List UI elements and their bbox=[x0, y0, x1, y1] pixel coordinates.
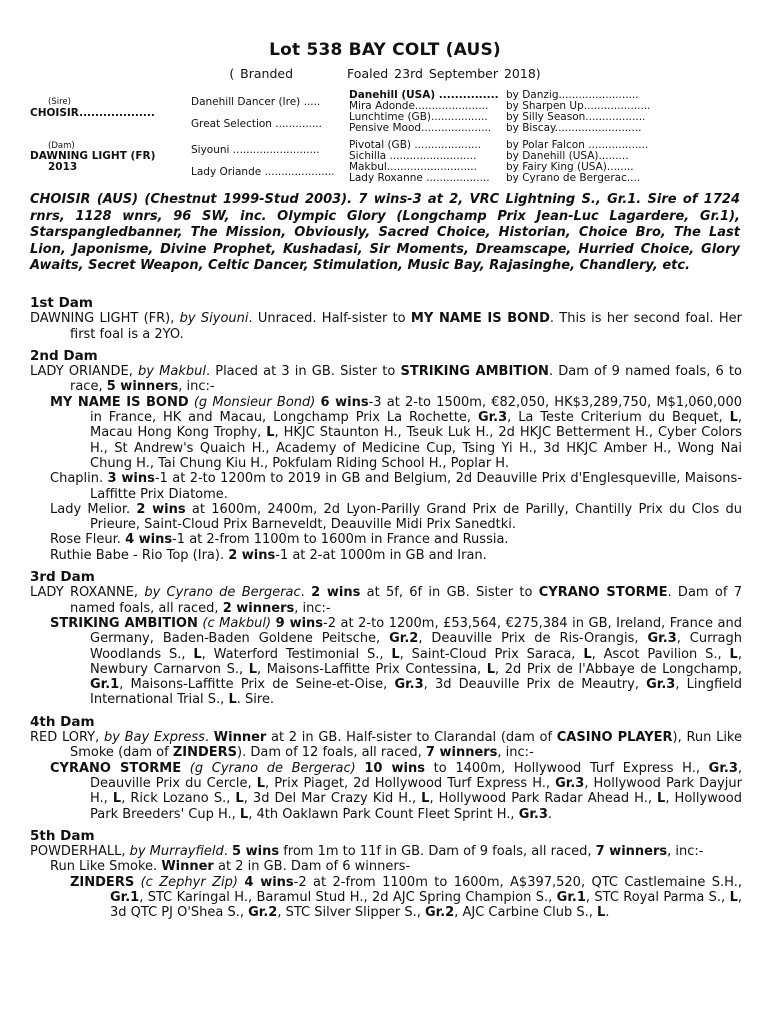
dam-year: 2013 bbox=[48, 161, 78, 173]
runner-rose-fleur: Rose Fleur. 4 wins-1 at 2-from 1100m to 1600m in France and Russia. bbox=[50, 532, 509, 548]
dam-3-text: LADY ROXANNE, by Cyrano de Bergerac. 2 wins at 5f, 6f in GB. Sister to CYRANO STORME. Dam of 7 named foals, all raced, 2 winners, inc:- bbox=[30, 585, 742, 616]
runner-run-like-smoke: Run Like Smoke. Winner at 2 in GB. Dam of 6 winners- bbox=[50, 859, 411, 875]
foaled-text: Foaled 23rd September 2018) bbox=[347, 66, 541, 81]
dam-5-text: POWDERHALL, by Murrayfield. 5 wins from 1m to 11f in GB. Dam of 9 foals, all raced, 7 winners, inc:- bbox=[30, 844, 704, 860]
pedigree-gen2-1: Great Selection .............. bbox=[191, 118, 323, 130]
pedigree-gen4-5: by Danehill (USA)......... bbox=[506, 150, 629, 162]
pedigree-gen3-5: Sichilla .......................... bbox=[349, 150, 477, 162]
lot-title: Lot 538 BAY COLT (AUS) bbox=[269, 40, 501, 60]
dam-lines bbox=[30, 296, 742, 921]
pedigree-gen3-7: Lady Roxanne ................... bbox=[349, 172, 490, 184]
pedigree-gen3-4: Pivotal (GB) .................... bbox=[349, 139, 482, 151]
dam-role: (Dam) bbox=[48, 141, 75, 151]
pedigree-gen4-6: by Fairy King (USA)........ bbox=[506, 161, 634, 173]
runner-cyrano-storme: CYRANO STORME (g Cyrano de Bergerac) 10 wins to 1400m, Hollywood Turf Express H., Gr.3, Deauville Prix du Cercle, L, Prix Piaget, 2d Hollywood Turf Express H., Gr.3, Hollywood Park Dayjur H., L, Rick Lozano S., L, 3d Del Mar Crazy Kid H., L, Hollywood Park Radar Ahead H., L, Hollywood Park Breeders' Cup H., L, 4th Oaklawn Park Count Fleet Sprint H., Gr.3. bbox=[50, 760, 743, 822]
dam-4-text: RED LORY, by Bay Express. Winner at 2 in GB. Half-sister to Clarandal (dam of CASINO PLAYER), Run Like Smoke (dam of ZINDERS). Dam of 12 foals, all raced, 7 winners, inc:- bbox=[30, 730, 742, 761]
pedigree-gen4-1: by Sharpen Up.................... bbox=[506, 100, 651, 112]
runner-ruthie-babe: Ruthie Babe - Rio Top (Ira). 2 wins-1 at 2-at 1000m in GB and Iran. bbox=[50, 547, 487, 563]
pedigree-gen4-4: by Polar Falcon .................. bbox=[506, 139, 649, 151]
dam-name: DAWNING LIGHT (FR) bbox=[30, 150, 156, 162]
pedigree-gen4-3: by Biscay.......................... bbox=[506, 122, 642, 134]
pedigree-gen3-2: Lunchtime (GB)................. bbox=[349, 111, 488, 123]
dam-1-text: DAWNING LIGHT (FR), by Siyouni. Unraced. Half-sister to MY NAME IS BOND. This is her second foal. Her first foal is a 2YO. bbox=[30, 311, 742, 342]
pedigree-gen3-1: Mira Adonde...................... bbox=[349, 100, 489, 112]
sire-summary: CHOISIR (AUS) (Chestnut 1999-Stud 2003). 7 wins-3 at 2, VRC Lightning S., Gr.1. Sire of 1724 rnrs, 1128 wnrs, 96 SW, inc. Olympic Glory (Longchamp Prix Jean-Luc Lagardere, Gr.1), Starspangledbanner, The Mission, Obviously, Sacred Choice, Historian, Choice Bro, The Last Lion, Japonisme, Divine Prophet, Kushadasi, Sir Moments, Dreamscape, Hurried Choice, Glory Awaits, Secret Weapon, Celtic Dancer, Stimulation, Music Bay, Rajasinghe, Chandlery, etc. bbox=[30, 192, 740, 274]
sire-name: CHOISIR................... bbox=[30, 107, 155, 119]
runner-zinders: ZINDERS (c Zephyr Zip) 4 wins-2 at 2-from 1100m to 1600m, A$397,520, QTC Castlemaine S.H., Gr.1, STC Karingal H., Baramul Stud H., 2d AJC Spring Champion S., Gr.1, STC Royal Parma S., L, 3d QTC PJ O'Shea S., Gr.2, STC Silver Slipper S., Gr.2, AJC Carbine Club S., L. bbox=[70, 874, 742, 921]
sire-role: (Sire) bbox=[48, 97, 71, 107]
branded-text: ( Branded bbox=[229, 66, 294, 81]
pedigree-gen2-3: Lady Oriande ..................... bbox=[191, 166, 335, 178]
pedigree-gen2-0: Danehill Dancer (Ire) ..... bbox=[191, 96, 321, 108]
pedigree-gen2-2: Siyouni .......................... bbox=[191, 144, 320, 156]
dam-heading-1: 1st Dam bbox=[30, 295, 93, 311]
pedigree-gen3-3: Pensive Mood..................... bbox=[349, 122, 492, 134]
dam-heading-5: 5th Dam bbox=[30, 827, 95, 844]
runner-lady-melior: Lady Melior. 2 wins at 1600m, 2400m, 2d Lyon-Parilly Grand Prix de Parilly, Chantilly Prix du Clos du Prieure, Saint-Cloud Prix Barneveldt, Deauville Midi Prix Sanedtki. bbox=[50, 501, 742, 533]
runner-striking-ambition: STRIKING AMBITION (c Makbul) 9 wins-2 at 2-to 1200m, £53,564, €275,384 in GB, Ireland, France and Germany, Baden-Baden Goldene Peitsche, Gr.2, Deauville Prix de Ris-Orangis, Gr.3, Curragh Woodlands S., L, Waterford Testimonial S., L, Saint-Cloud Prix Saraca, L, Ascot Pavilion S., L, Newbury Carnarvon S., L, Maisons-Laffitte Prix Contessina, L, 2d Prix de l'Abbaye de Longchamp, Gr.1, Maisons-Laffitte Prix de Seine-et-Oise, Gr.3, 3d Deauville Prix de Meautry, Gr.3, Lingfield International Trial S., L. Sire. bbox=[50, 615, 743, 708]
runner-my-name-is-bond: MY NAME IS BOND (g Monsieur Bond) 6 wins-3 at 2-to 1500m, €82,050, HK$3,289,750, M$1,060,000 in France, HK and Macau, Longchamp Prix La Rochette, Gr.3, La Teste Criterium du Bequet, L, Macau Hong Kong Trophy, L, HKJC Staunton H., Tseuk Luk H., 2d HKJC Betterment H., Cyber Colors H., St Andrew's Quaich H., Academy of Medicine Cup, Tsing Yi H., 3d HKJC Amber H., Wong Nai Chung H., Tai Chung Kiu H., Pokfulam Riding School H., Poplar H. bbox=[50, 394, 742, 471]
dam-2-text: LADY ORIANDE, by Makbul. Placed at 3 in GB. Sister to STRIKING AMBITION. Dam of 9 named foals, 6 to race, 5 winners, inc:- bbox=[30, 364, 742, 395]
pedigree-gen3-6: Makbul........................... bbox=[349, 161, 477, 173]
dam-heading-3: 3rd Dam bbox=[30, 569, 95, 586]
lot-subtitle bbox=[0, 66, 770, 81]
runner-chaplin: Chaplin. 3 wins-1 at 2-to 1200m to 2019 in GB and Belgium, 2d Deauville Prix d'Englesqueville, Maisons-Laffitte Prix Diatome. bbox=[50, 471, 743, 502]
pedigree-gen4-0: by Danzig........................ bbox=[506, 89, 639, 101]
pedigree-gen3-0: Danehill (USA) ............... bbox=[349, 89, 499, 101]
pedigree-gen4-7: by Cyrano de Bergerac.... bbox=[506, 172, 641, 184]
dam-heading-4: 4th Dam bbox=[30, 713, 95, 730]
pedigree-gen4-2: by Silly Season.................. bbox=[506, 111, 646, 123]
dam-heading-2: 2nd Dam bbox=[30, 347, 98, 364]
